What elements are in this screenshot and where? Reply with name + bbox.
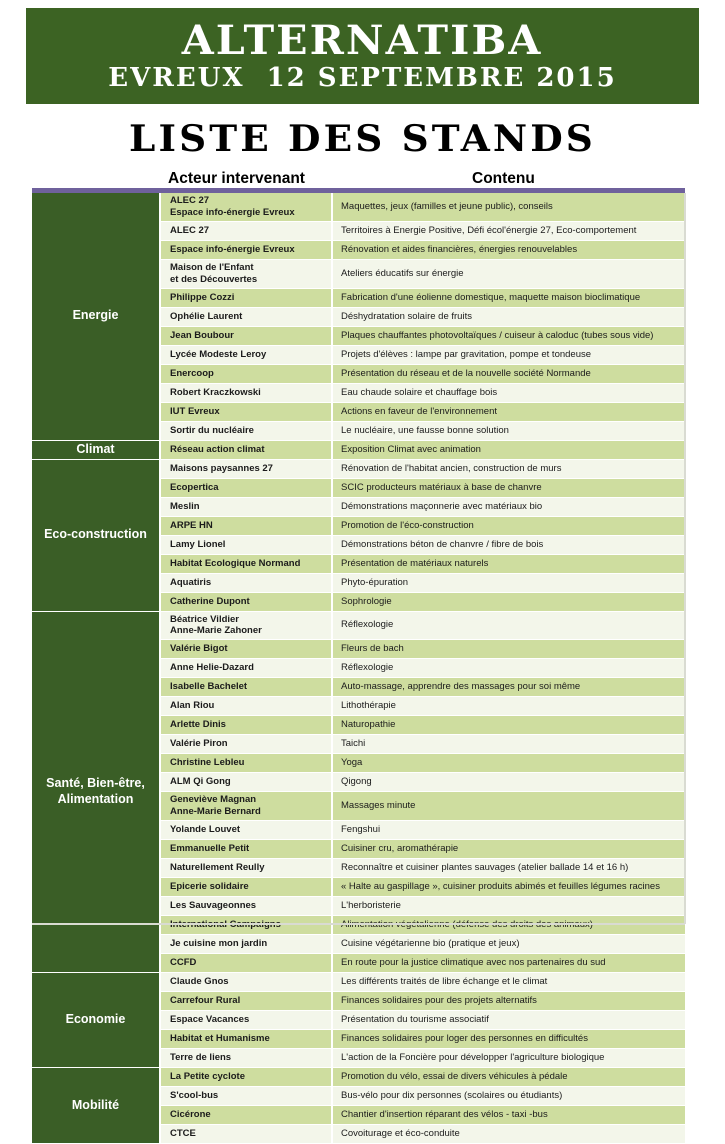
column-heading-content: Contenu: [472, 170, 535, 187]
actor-cell: [160, 1125, 332, 1144]
actor-cell: [160, 421, 332, 440]
content-cell: Covoiturage et éco-conduite: [332, 1125, 685, 1144]
content-cell: Promotion du vélo, essai de divers véhicules à pédale: [332, 1068, 685, 1087]
actor-cell: [160, 364, 332, 383]
actor-name: Arlette Dinis: [170, 719, 226, 731]
content-cell: Cuisine végétarienne bio (pratique et jeux): [332, 935, 685, 954]
actor-cell: [160, 935, 332, 954]
content-cell: Sophrologie: [332, 592, 685, 611]
actor-name: Yolande Louvet: [170, 824, 241, 836]
actor-name: CCFD: [170, 957, 197, 969]
actor-cell: [160, 592, 332, 611]
content-cell: En route pour la justice climatique avec nos partenaires du sud: [332, 954, 685, 973]
actor-name: Habitat Ecologique Normand: [170, 557, 301, 569]
actor-cell: [160, 240, 332, 259]
content-cell: Présentation de matériaux naturels: [332, 554, 685, 573]
actor-name: Maisons paysannes 27: [170, 462, 273, 474]
actor-name: [170, 919, 331, 931]
actor-cell: [160, 1106, 332, 1125]
actor-cell: [160, 640, 332, 659]
content-cell: L'action de la Foncière pour développer l'agriculture biologique: [332, 1049, 685, 1068]
event-banner: [26, 8, 699, 104]
content-cell: Lithothérapie: [332, 697, 685, 716]
actor-name-line2: Espace info-énergie Evreux: [170, 206, 295, 218]
category-cell-3: [32, 459, 160, 611]
event-title: ALTERNATIBA: [182, 17, 543, 64]
actor-name: Naturellement Reully: [170, 862, 265, 874]
content-cell: Chantier d'insertion réparant des vélos - taxi -bus: [332, 1106, 685, 1125]
table-row: [32, 611, 685, 640]
category-label: Mobilité: [71, 1097, 120, 1112]
actor-cell: [160, 554, 332, 573]
actor-name: Epicerie solidaire: [170, 881, 249, 893]
table-row: [32, 459, 685, 478]
content-cell: [332, 916, 685, 935]
actor-cell: [160, 973, 332, 992]
actor-cell: [160, 1030, 332, 1049]
actor-name: ARPE HN: [170, 519, 213, 531]
actor-name: ALEC 27: [170, 195, 210, 206]
actor-name: Emmanuelle Petit: [170, 843, 250, 855]
actor-name: Cicérone: [170, 1109, 211, 1121]
table-row: [32, 973, 685, 992]
content-cell: Yoga: [332, 754, 685, 773]
actor-cell: [160, 840, 332, 859]
content-cell: Auto-massage, apprendre des massages pour soi même: [332, 678, 685, 697]
actor-cell: [160, 459, 332, 478]
actor-name: Réseau action climat: [170, 443, 265, 455]
actor-cell: [160, 478, 332, 497]
content-cell: Le nucléaire, une fausse bonne solution: [332, 421, 685, 440]
category-cell-6: [32, 1068, 160, 1144]
column-heading-actor: Acteur intervenant: [168, 170, 305, 187]
content-cell: Reconnaître et cuisiner plantes sauvages (atelier ballade 14 et 16 h): [332, 859, 685, 878]
actor-cell: [160, 821, 332, 840]
actor-cell: [160, 659, 332, 678]
content-cell: Réflexologie: [332, 611, 685, 640]
actor-name: Ophélie Laurent: [170, 310, 243, 322]
content-cell: Phyto-épuration: [332, 573, 685, 592]
table-right-edge: [684, 193, 686, 924]
category-cell-1: [32, 193, 160, 440]
actor-cell: [160, 1087, 332, 1106]
actor-name: Catherine Dupont: [170, 595, 250, 607]
actor-cell: [160, 326, 332, 345]
actor-name: Sortir du nucléaire: [170, 424, 254, 436]
actor-cell: [160, 383, 332, 402]
content-cell: Projets d'élèves : lampe par gravitation, pompe et tondeuse: [332, 345, 685, 364]
actor-cell: [160, 497, 332, 516]
actor-name: Geneviève Magnan: [170, 794, 257, 806]
category-label: Eco-construction: [44, 527, 147, 542]
actor-name: Je cuisine mon jardin: [170, 938, 268, 950]
actor-cell: [160, 193, 332, 221]
content-cell: Ateliers éducatifs sur énergie: [332, 259, 685, 288]
category-label: Energie: [72, 308, 119, 323]
actor-cell: [160, 307, 332, 326]
actor-name: Béatrice Vildier: [170, 613, 240, 625]
content-cell: L'herboristerie: [332, 897, 685, 916]
actor-cell: [160, 897, 332, 916]
category-cell-4: [32, 611, 160, 973]
content-cell: Exposition Climat avec animation: [332, 440, 685, 459]
content-cell: Bus-vélo pour dix personnes (scolaires ou étudiants): [332, 1087, 685, 1106]
actor-name: Isabelle Bachelet: [170, 681, 248, 693]
actor-name: Christine Lebleu: [170, 757, 245, 769]
actor-name: S'cool-bus: [170, 1090, 219, 1102]
content-cell: Taichi: [332, 735, 685, 754]
actor-name: Jean Boubour: [170, 329, 234, 341]
category-label: Santé, Bien-être,: [46, 776, 145, 791]
actor-cell: [160, 878, 332, 897]
actor-cell: [160, 735, 332, 754]
actor-name: Les Sauvageonnes: [170, 900, 257, 912]
actor-name-line2: Anne-Marie Bernard: [170, 806, 261, 818]
actor-name: CTCE: [170, 1128, 196, 1140]
category-label-line2: Alimentation: [57, 791, 134, 806]
actor-cell: [160, 1068, 332, 1087]
page-title: LISTE DES STANDS: [129, 118, 596, 160]
actor-cell: [160, 992, 332, 1011]
category-cell-2: [32, 440, 160, 459]
actor-cell: [160, 221, 332, 240]
actor-name: Carrefour Rural: [170, 995, 241, 1007]
actor-cell: [160, 1049, 332, 1068]
category-cell-5: [32, 973, 160, 1068]
actor-name: Valérie Piron: [170, 738, 228, 750]
actor-cell: [160, 516, 332, 535]
content-cell: « Halte au gaspillage », cuisiner produits abimés et feuilles légumes racines: [332, 878, 685, 897]
content-cell: Fabrication d'une éolienne domestique, maquette maison bioclimatique: [332, 288, 685, 307]
actor-name: Valérie Bigot: [170, 643, 228, 655]
actor-cell: [160, 259, 332, 288]
content-cell: SCIC producteurs matériaux à base de chanvre: [332, 478, 685, 497]
content-cell: Fleurs de bach: [332, 640, 685, 659]
content-cell: Promotion de l'éco-construction: [332, 516, 685, 535]
actor-name: Anne Helie-Dazard: [170, 662, 254, 674]
actor-cell: [160, 773, 332, 792]
actor-cell: [160, 611, 332, 640]
actor-cell: [160, 440, 332, 459]
actor-cell: [160, 573, 332, 592]
actor-cell: [160, 402, 332, 421]
actor-name: Philippe Cozzi: [170, 291, 235, 303]
content-cell: Présentation du tourisme associatif: [332, 1011, 685, 1030]
event-date: 12 SEPTEMBRE 2015: [266, 63, 617, 93]
content-cell: Démonstrations béton de chanvre / fibre de bois: [332, 535, 685, 554]
actor-name: Lamy Lionel: [170, 538, 226, 550]
content-cell: Déshydratation solaire de fruits: [332, 307, 685, 326]
actor-cell: [160, 345, 332, 364]
category-label: Economie: [65, 1012, 126, 1027]
actor-name: Robert Kraczkowski: [170, 386, 261, 398]
content-cell: Massages minute: [332, 792, 685, 821]
actor-name: Claude Gnos: [170, 976, 229, 988]
actor-cell: [160, 1011, 332, 1030]
actor-name: Enercoop: [170, 367, 214, 379]
stands-table: [32, 188, 685, 1144]
actor-cell: [160, 535, 332, 554]
actor-name: Meslin: [170, 500, 200, 512]
actor-name: ALM Qi Gong: [170, 776, 231, 788]
actor-cell: [160, 792, 332, 821]
actor-name-line2: Anne-Marie Zahoner: [170, 625, 262, 637]
event-subtitle: [108, 65, 616, 91]
actor-name: ALEC 27: [170, 224, 210, 236]
table-row: [32, 440, 685, 459]
actor-cell: [160, 916, 332, 935]
content-cell: Actions en faveur de l'environnement: [332, 402, 685, 421]
category-label: Climat: [76, 441, 115, 456]
actor-cell: [160, 697, 332, 716]
actor-name: Ecopertica: [170, 481, 219, 493]
content-cell: Réflexologie: [332, 659, 685, 678]
content-cell: Naturopathie: [332, 716, 685, 735]
content-cell: Présentation du réseau et de la nouvelle société Normande: [332, 364, 685, 383]
content-cell: Qigong: [332, 773, 685, 792]
event-city: EVREUX: [108, 63, 245, 93]
content-cell: Fengshui: [332, 821, 685, 840]
content-cell: Finances solidaires pour loger des personnes en difficultés: [332, 1030, 685, 1049]
actor-name: Aquatiris: [170, 576, 212, 588]
actor-cell: [160, 954, 332, 973]
content-cell: Rénovation de l'habitat ancien, construction de murs: [332, 459, 685, 478]
table-row: [32, 1068, 685, 1087]
content-cell: Plaques chauffantes photovoltaïques / cuiseur à caloduc (tubes sous vide): [332, 326, 685, 345]
actor-name: Maison de l'Enfant: [170, 261, 254, 273]
actor-cell: [160, 288, 332, 307]
actor-name: Lycée Modeste Leroy: [170, 348, 267, 360]
content-cell: Finances solidaires pour des projets alternatifs: [332, 992, 685, 1011]
actor-name: IUT Evreux: [170, 405, 220, 417]
actor-name: Habitat et Humanisme: [170, 1033, 270, 1045]
content-cell: Cuisiner cru, aromathérapie: [332, 840, 685, 859]
stands-table-body: [32, 188, 685, 1144]
content-cell: Rénovation et aides financières, énergies renouvelables: [332, 240, 685, 259]
actor-name: Terre de liens: [170, 1052, 232, 1064]
content-cell: Maquettes, jeux (familles et jeune public), conseils: [332, 193, 685, 221]
actor-name: La Petite cyclote: [170, 1071, 245, 1083]
content-cell: Les différents traités de libre échange et le climat: [332, 973, 685, 992]
actor-name-line2: et des Découvertes: [170, 273, 258, 285]
actor-cell: [160, 754, 332, 773]
actor-cell: [160, 859, 332, 878]
actor-cell: [160, 678, 332, 697]
content-cell: Démonstrations maçonnerie avec matériaux bio: [332, 497, 685, 516]
actor-name: Espace Vacances: [170, 1014, 250, 1026]
table-row: [32, 193, 685, 221]
content-cell: Eau chaude solaire et chauffage bois: [332, 383, 685, 402]
content-cell: Territoires à Energie Positive, Défi écol'énergie 27, Eco-comportement: [332, 221, 685, 240]
table-bottom-edge: [32, 923, 685, 925]
actor-cell: [160, 716, 332, 735]
actor-name: Espace info-énergie Evreux: [170, 243, 295, 255]
actor-name: Alan Riou: [170, 700, 215, 712]
